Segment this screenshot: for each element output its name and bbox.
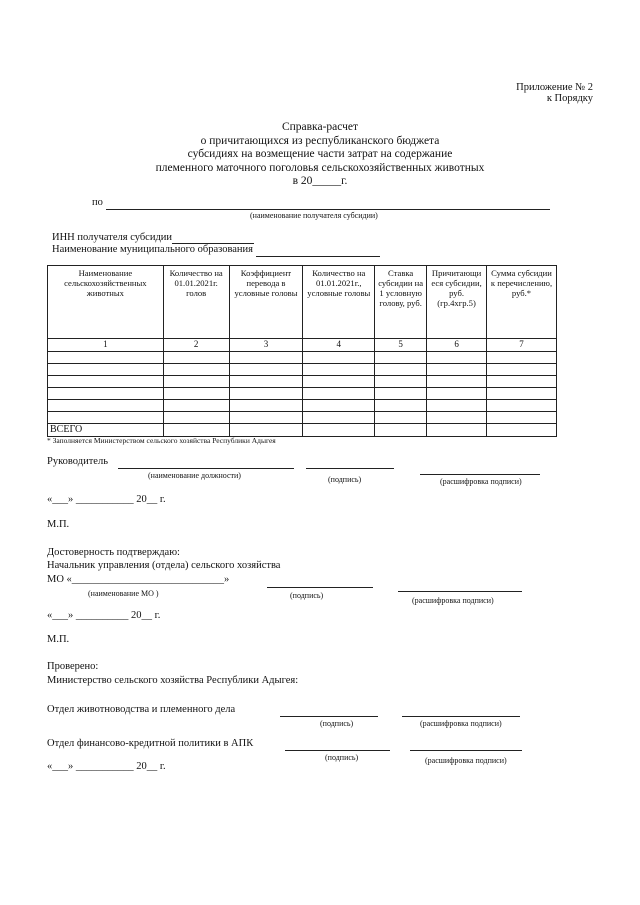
table-number-row [48,339,557,352]
head-decode-field[interactable] [420,474,540,475]
title-line: о причитающихся из республиканского бюджета [200,134,440,147]
table-row[interactable] [48,412,557,424]
confirm-label: Достоверность подтверждаю: [47,547,180,558]
title-line: Справка-расчет [281,121,359,133]
table-header-cell: Причитающи еся субсидии, руб. (гр.4хгр.5) [427,266,487,339]
dept2-decode-field[interactable] [410,750,522,751]
confirm-signature-field[interactable] [267,587,373,588]
column-number: 6 [427,339,487,352]
head-position-field[interactable] [118,468,294,469]
confirm-decode-hint: (расшифровка подписи) [412,596,494,605]
checked-dept-livestock: Отдел животноводства и племенного дела [47,704,236,715]
checked-dept-finance: Отдел финансово-кредитной политики в АПК [47,738,254,749]
table-header-cell: Количество на 01.01.2021г. голов [163,266,229,339]
head-decode-hint: (расшифровка подписи) [440,477,522,486]
appendix-order: к Порядку [546,93,593,104]
table-header-cell: Сумма субсидии к перечислению, руб.* [487,266,557,339]
confirm-decode-field[interactable] [398,591,522,592]
head-signature-hint: (подпись) [328,475,362,484]
confirm-stamp: М.П. [47,634,70,645]
column-number: 4 [303,339,375,352]
table-row[interactable] [48,388,557,400]
total-label: ВСЕГО [48,424,164,437]
dept2-decode-hint: (расшифровка подписи) [425,756,507,765]
appendix-label [516,82,593,104]
table-row[interactable] [48,364,557,376]
appendix-number: Приложение № 2 [516,82,593,93]
table-header-row [48,266,557,339]
confirm-date[interactable]: «___» __________ 20__ г. [47,610,161,621]
table-row[interactable] [48,400,557,412]
confirm-mo-field[interactable]: МО «_____________________________» [47,574,230,585]
head-stamp: М.П. [47,519,70,530]
subsidy-table [47,265,557,437]
dept2-signature-hint: (подпись) [325,753,359,762]
column-number: 3 [229,339,303,352]
dept1-decode-field[interactable] [402,716,520,717]
confirm-mo-hint: (наименование МО ) [88,589,159,598]
title-line: племенного маточного поголовья сельскохозяйственных животных [155,161,485,174]
table-header-cell: Коэффициент перевода в условные головы [229,266,303,339]
dept1-signature-field[interactable] [280,716,378,717]
table-header-cell: Наименование сельскохозяйственных животных [48,266,164,339]
dept1-decode-hint: (расшифровка подписи) [420,719,502,728]
head-label: Руководитель [47,456,108,467]
checked-date[interactable]: «___» ___________ 20__ г. [47,761,166,772]
column-number: 5 [375,339,427,352]
title-line: субсидиях на возмещение части затрат на содержание [187,148,453,160]
document-title [100,121,540,189]
inn-label: ИНН получателя субсидии [52,232,173,243]
recipient-label: по [92,197,103,208]
head-date[interactable]: «___» ___________ 20__ г. [47,494,166,505]
municipality-field[interactable] [256,256,380,257]
recipient-hint: (наименование получателя субсидии) [250,211,378,220]
table-row[interactable] [48,352,557,364]
title-line: в 20_____г. [292,175,348,187]
column-number: 1 [48,339,164,352]
checked-ministry: Министерство сельского хозяйства Республики Адыгея: [47,675,299,686]
table-total-row [48,424,557,437]
table-header-cell: Ставка субсидии на 1 условную голову, руб. [375,266,427,339]
column-number: 2 [163,339,229,352]
recipient-field[interactable] [106,209,550,210]
footnote: * Заполняется Министерством сельского хозяйства Республики Адыгея [47,436,276,445]
column-number: 7 [487,339,557,352]
dept1-signature-hint: (подпись) [320,719,354,728]
table-row[interactable] [48,376,557,388]
checked-label: Проверено: [47,661,99,672]
confirm-signature-hint: (подпись) [290,591,324,600]
confirm-position: Начальник управления (отдела) сельского хозяйства [47,560,281,571]
head-position-hint: (наименование должности) [148,471,241,480]
municipality-label: Наименование муниципального образования [52,244,253,255]
head-signature-field[interactable] [306,468,394,469]
table-header-cell: Количество на 01.01.2021г., условные головы [303,266,375,339]
dept2-signature-field[interactable] [285,750,390,751]
